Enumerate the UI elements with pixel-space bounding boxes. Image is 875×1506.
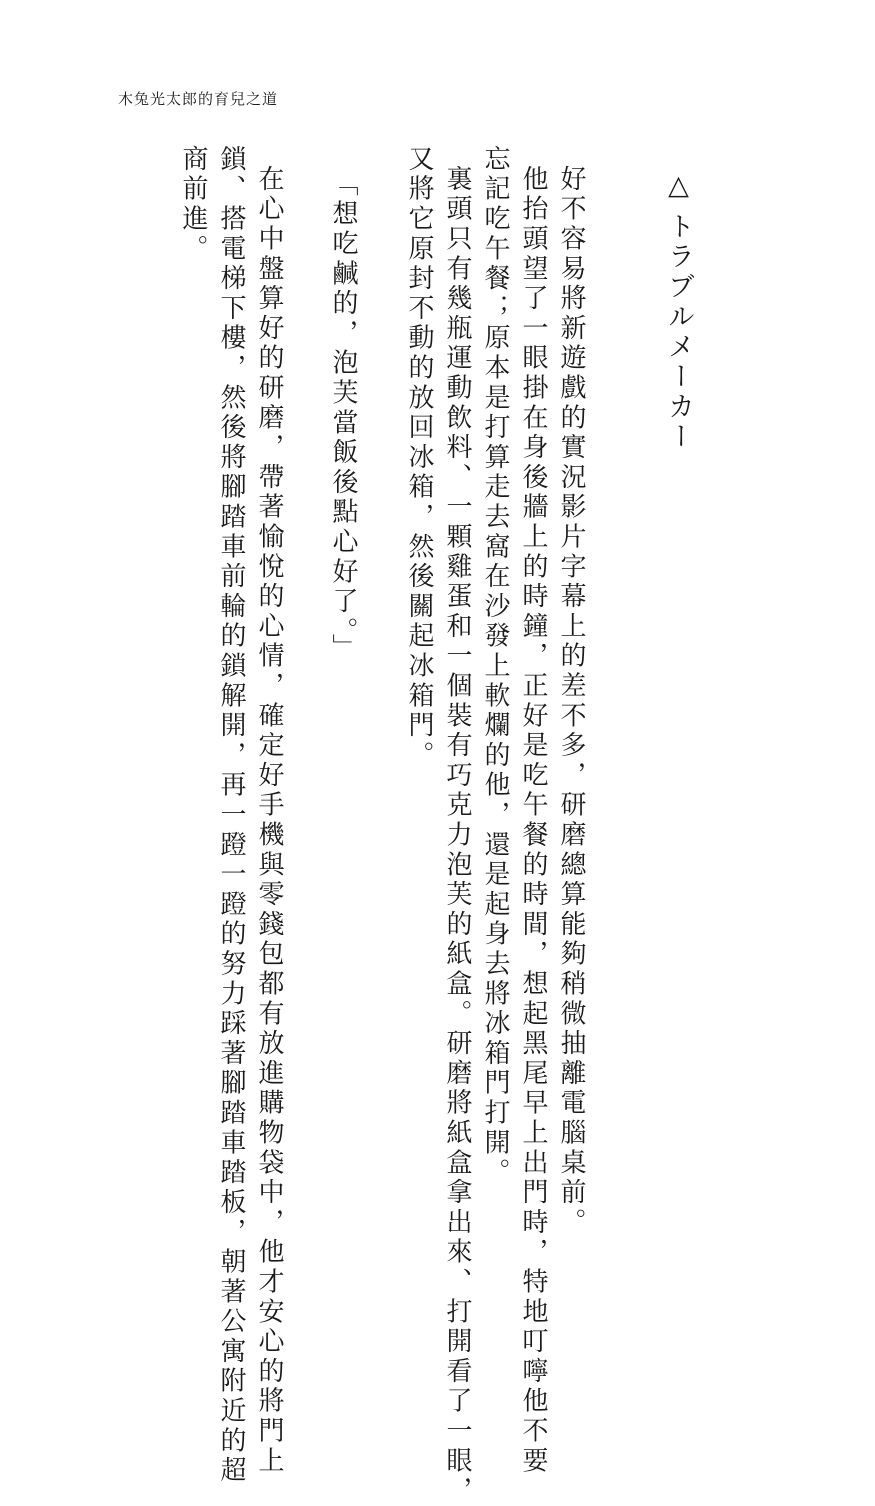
text-column-1: 好不容易將新遊戲的實況影片字幕上的差不多，研磨總算能夠稍微抽離電腦桌前。 [556,165,586,1238]
running-header: 木兔光太郎的育兒之道 [118,90,279,108]
triangle-icon: △ [663,170,694,204]
chapter-title-text: トラブルメーカー [663,212,694,452]
text-column-7: 在心中盤算好的研磨，帶著愉悅的心情，確定好手機與零錢包都有放進購物袋中，他才安心的將門上 [254,165,284,1477]
text-column-9: 商前進。 [178,145,208,265]
text-column-3: 忘記吃午餐；原本是打算走去窩在沙發上軟爛的他，還是起身去將冰箱門打開。 [480,145,510,1188]
chapter-title [662,170,694,452]
text-column-8: 鎖、搭電梯下樓，然後將腳踏車前輪的鎖解開，再一蹬一蹬的努力踩著腳踏車踏板，朝著公寓附近的超 [216,145,246,1486]
text-column-5: 又將它原封不動的放回冰箱，然後關起冰箱門。 [404,145,434,771]
text-column-4: 裏頭只有幾瓶運動飲料、一顆雞蛋和一個裝有巧克力泡芙的紙盒。研磨將紙盒拿出來、打開看了一眼， [442,165,472,1506]
text-column-6: 「想吃鹹的，泡芙當飯後點心好了。」 [328,170,358,664]
text-column-2: 他抬頭望了一眼掛在身後牆上的時鐘，正好是吃午餐的時間，想起黑尾早上出門時，特地叮嚀他不要 [518,165,548,1477]
